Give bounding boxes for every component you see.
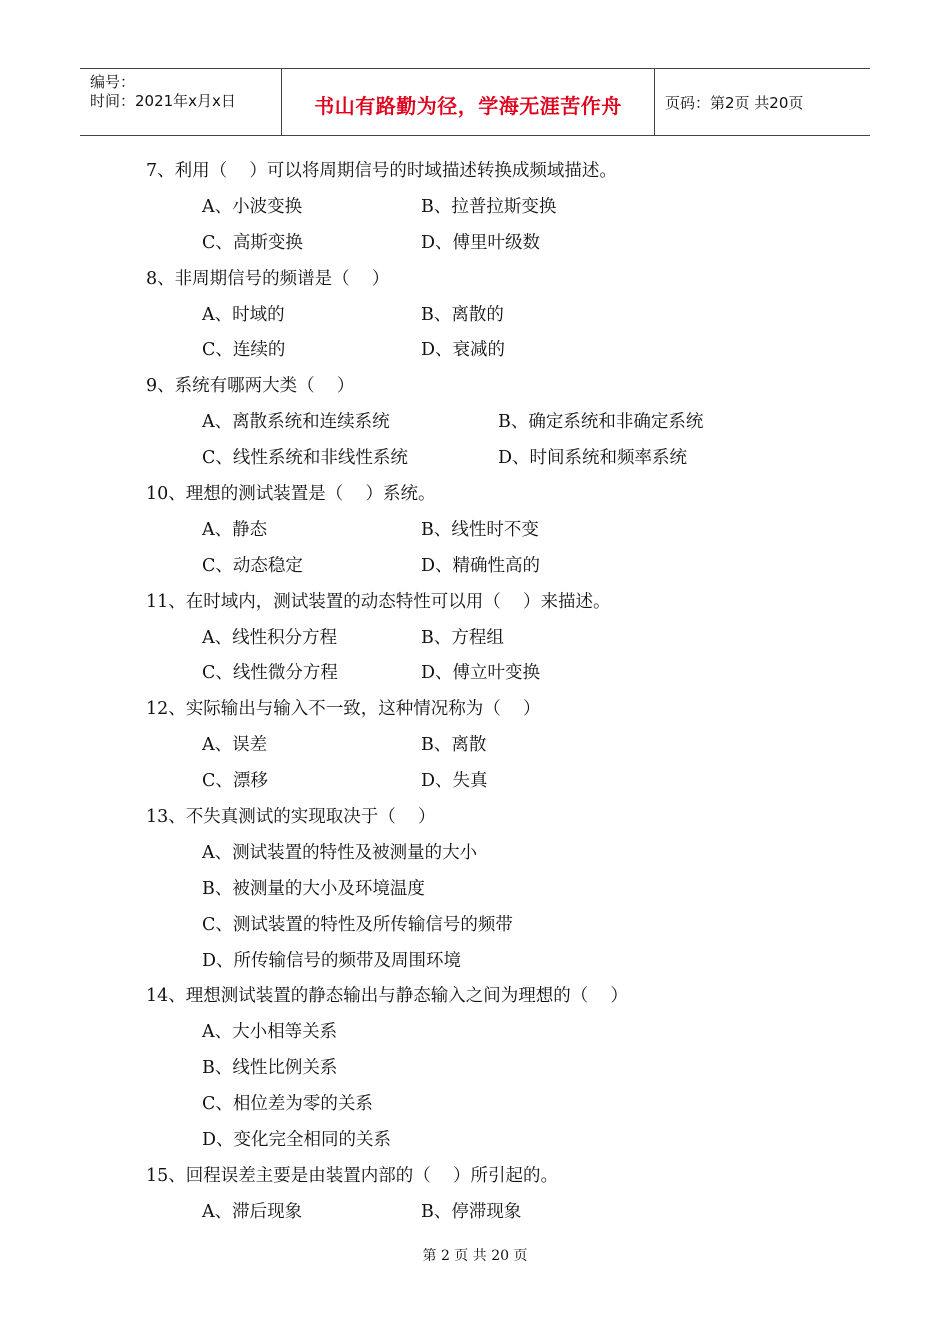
option-text: A、测试装置的特性及被测量的大小: [202, 842, 478, 863]
option-text: D、时间系统和频率系统: [498, 448, 688, 469]
option-text: D、傅立叶变换: [421, 663, 541, 684]
option-text: C、测试装置的特性及所传输信号的频带: [202, 914, 513, 935]
option-text: B、确定系统和非确定系统: [498, 412, 704, 433]
question-stem: 7、利用（ ）可以将周期信号的时域描述转换成频域描述。: [146, 161, 617, 181]
question-stem: 12、实际输出与输入不一致，这种情况称为（ ）: [146, 699, 541, 720]
header-page-info: 页码：第2页 共20页: [665, 93, 804, 112]
option-text: D、衰减的: [421, 340, 506, 361]
question-stem: 15、回程误差主要是由装置内部的（ ）所引起的。: [146, 1165, 559, 1186]
header-meta: [80, 69, 282, 135]
option-text: B、线性比例关系: [202, 1058, 338, 1079]
question-stem: 11、在时域内，测试装置的动态特性可以用（ ）来描述。: [146, 591, 611, 612]
option-row: [0, 404, 950, 440]
option-text: A、时域的: [202, 304, 285, 325]
option-text: C、线性系统和非线性系统: [202, 448, 408, 469]
question-stem: 9、系统有哪两大类（ ）: [146, 376, 355, 397]
option-text: A、误差: [202, 735, 268, 756]
option-text: A、滞后现象: [202, 1201, 303, 1222]
option-row: [0, 512, 950, 548]
option-row: [0, 1194, 950, 1230]
option-text: C、漂移: [202, 771, 268, 792]
option-text: A、大小相等关系: [202, 1022, 338, 1043]
option-text: D、失真: [421, 771, 488, 792]
option-row: [0, 225, 950, 261]
option-text: C、连续的: [202, 340, 286, 361]
option-text: B、被测量的大小及环境温度: [202, 878, 425, 899]
option-text: C、线性微分方程: [202, 663, 338, 684]
option-text: C、高斯变换: [202, 232, 303, 253]
option-row: [0, 763, 950, 799]
option-text: B、线性时不变: [421, 519, 539, 540]
option-text: D、变化完全相同的关系: [202, 1130, 392, 1151]
option-row: [0, 655, 950, 691]
option-text: B、离散: [421, 735, 487, 756]
option-text: B、方程组: [421, 627, 504, 648]
option-row: [0, 548, 950, 584]
header-slogan-cell: [282, 69, 655, 135]
header-page-cell: [655, 69, 870, 135]
option-text: B、离散的: [421, 304, 504, 325]
option-text: C、相位差为零的关系: [202, 1094, 373, 1115]
option-text: D、所传输信号的频带及周围环境: [202, 950, 462, 971]
option-row: [0, 727, 950, 763]
page-header: [80, 68, 870, 136]
option-row: [0, 189, 950, 225]
option-text: D、傅里叶级数: [421, 232, 541, 253]
option-text: A、小波变换: [202, 196, 303, 217]
question-stem: 13、不失真测试的实现取决于（ ）: [146, 807, 436, 828]
option-text: B、停滞现象: [421, 1201, 522, 1222]
option-row: [0, 332, 950, 368]
question-list: [0, 153, 950, 1230]
question-stem: 14、理想测试装置的静态输出与静态输入之间为理想的（ ）: [146, 986, 629, 1007]
question-stem: 8、非周期信号的频谱是（ ）: [146, 268, 390, 289]
option-row: [0, 620, 950, 656]
document-number-label: 编号：: [90, 73, 136, 91]
option-text: C、动态稳定: [202, 555, 303, 576]
option-text: A、静态: [202, 519, 268, 540]
question-stem: 10、理想的测试装置是（ ）系统。: [146, 484, 436, 505]
option-row: [0, 297, 950, 333]
option-text: D、精确性高的: [421, 555, 541, 576]
page-footer: 第 2 页 共 20 页: [422, 1248, 528, 1264]
option-text: B、拉普拉斯变换: [421, 196, 557, 217]
document-time-label: 时间：2021年x月x日: [90, 92, 236, 110]
option-text: A、线性积分方程: [202, 627, 338, 648]
header-slogan: 书山有路勤为径，学海无涯苦作舟: [314, 93, 622, 118]
option-text: A、离散系统和连续系统: [202, 412, 390, 433]
option-row: [0, 440, 950, 476]
